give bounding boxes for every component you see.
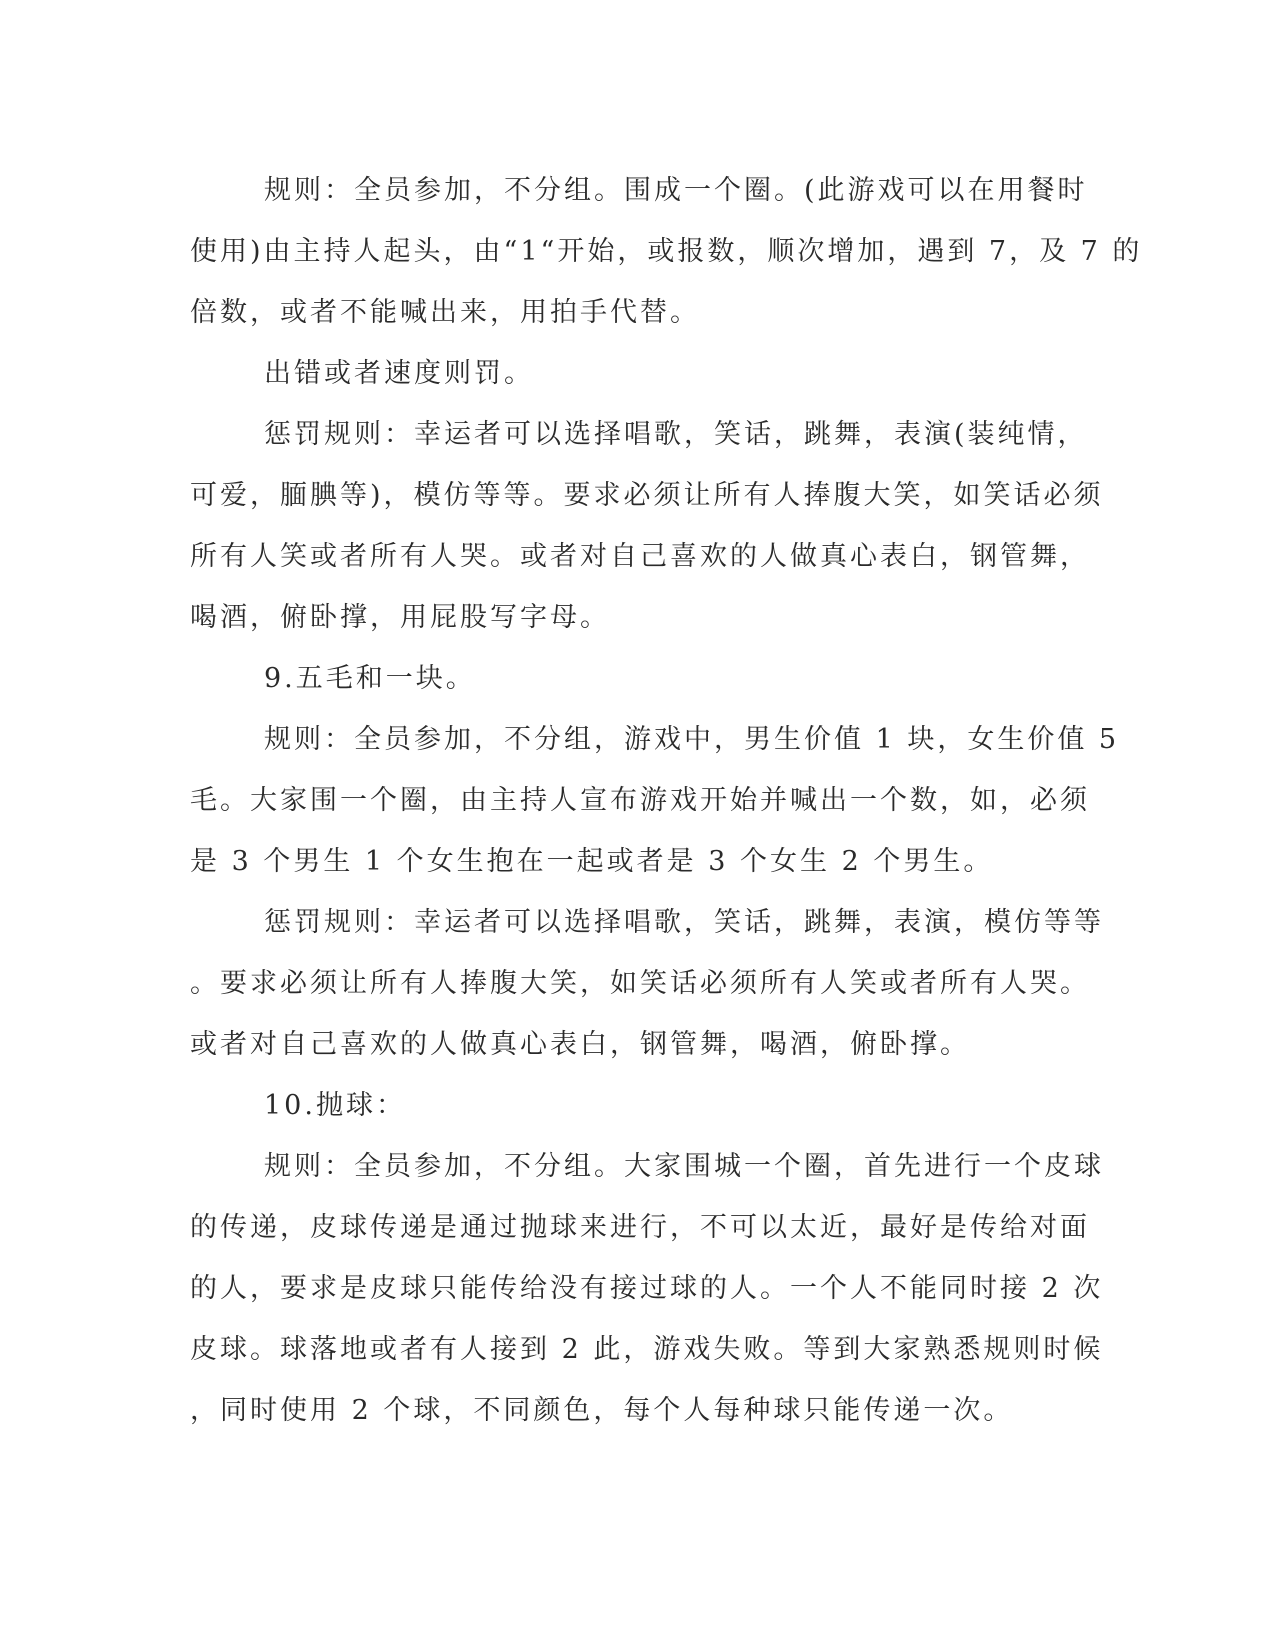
text-line: 皮球。球落地或者有人接到 2 此，游戏失败。等到大家熟悉规则时候	[190, 1334, 1104, 1365]
section-heading: 9.五毛和一块。	[264, 663, 476, 694]
text-line: ，同时使用 2 个球，不同颜色，每个人每种球只能传递一次。	[190, 1395, 1014, 1426]
text-line: 规则：全员参加，不分组。围成一个圈。(此游戏可以在用餐时	[264, 175, 1088, 206]
body-text	[190, 160, 1143, 1441]
text-line: 规则：全员参加，不分组。大家围城一个圈，首先进行一个皮球	[264, 1151, 1104, 1182]
text-line: 惩罚规则：幸运者可以选择唱歌，笑话，跳舞，表演(装纯情，	[264, 419, 1088, 450]
text-line: 可爱，腼腆等)，模仿等等。要求必须让所有人捧腹大笑，如笑话必须	[190, 480, 1104, 511]
text-line: 倍数，或者不能喊出来，用拍手代替。	[190, 297, 700, 328]
text-line: 。要求必须让所有人捧腹大笑，如笑话必须所有人笑或者所有人哭。	[190, 968, 1090, 999]
text-line: 的传递，皮球传递是通过抛球来进行，不可以太近，最好是传给对面	[190, 1212, 1090, 1243]
text-line: 规则：全员参加，不分组，游戏中，男生价值 1 块，女生价值 5	[264, 724, 1120, 755]
text-line: 喝酒，俯卧撑，用屁股写字母。	[190, 602, 610, 633]
text-line: 出错或者速度则罚。	[264, 358, 534, 389]
text-line: 惩罚规则：幸运者可以选择唱歌，笑话，跳舞，表演，模仿等等	[264, 907, 1104, 938]
text-line: 所有人笑或者所有人哭。或者对自己喜欢的人做真心表白，钢管舞，	[190, 541, 1090, 572]
text-line: 的人，要求是皮球只能传给没有接过球的人。一个人不能同时接 2 次	[190, 1273, 1104, 1304]
text-line: 使用)由主持人起头，由“1“开始，或报数，顺次增加，遇到 7，及 7 的	[190, 236, 1143, 267]
text-line: 或者对自己喜欢的人做真心表白，钢管舞，喝酒，俯卧撑。	[190, 1029, 970, 1060]
text-line: 毛。大家围一个圈，由主持人宣布游戏开始并喊出一个数，如，必须	[190, 785, 1090, 816]
section-heading: 10.抛球：	[264, 1090, 406, 1121]
text-line: 是 3 个男生 1 个女生抱在一起或者是 3 个女生 2 个男生。	[190, 846, 994, 877]
